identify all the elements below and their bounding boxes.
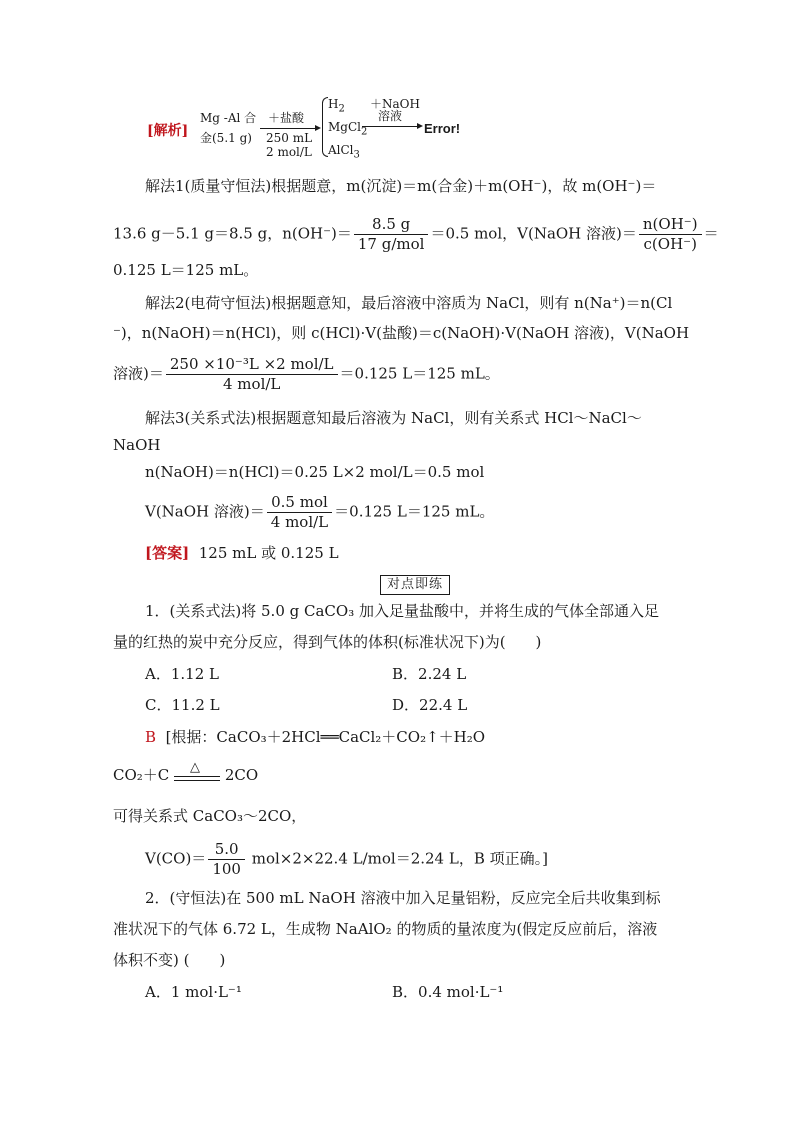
q2-option-b: B．0.4 mol·L⁻¹ (392, 983, 504, 1001)
q1-option-a: A．1.12 L (145, 665, 219, 683)
method3-line3: n(NaOH)＝n(HCl)＝0.25 L×2 mol/L＝0.5 mol (145, 463, 485, 481)
q1-option-c: C．11.2 L (145, 696, 220, 714)
q1-solution-line1: B [根据：CaCO₃＋2HCl══CaCl₂＋CO₂↑＋H₂O (145, 728, 486, 746)
method3-line2: NaOH (113, 436, 161, 454)
fraction-moles-over-conc-2: $\frac{\text{0.5 mol}}{\text{4 mol/L}}$ (267, 493, 332, 532)
fraction-volume-calc: $\frac{\text{250 ×10⁻³L ×2 mol/L}}{\text{4 mol/L}}$ (166, 355, 338, 394)
method3-line4: V(NaOH 溶液)＝ $\frac{\text{0.5 mol}}{\text{4 mol/L}}$ ＝0.125 L＝125 mL。 (145, 493, 495, 531)
error-text: Error! (424, 121, 461, 136)
section-title: 对点即练 (380, 575, 450, 595)
method2-line3: 溶液)＝ $\frac{\text{250 ×10⁻³L ×2 mol/L}}{\text{4 mol/L}}$ ＝0.125 L＝125 mL。 (113, 355, 500, 393)
reagent-solution-label: 溶液 (378, 109, 403, 123)
alloy-label-line1: Mg -Al 合 (200, 111, 257, 125)
reagent-volume-label: 250 mL (266, 131, 313, 145)
answer-line: [答案] 125 mL 或 0.125 L (145, 544, 339, 562)
q1-line2: 量的红热的炭中充分反应，得到气体的体积(标准状况下)为( ) (113, 633, 542, 651)
fraction-moles-caco3: $\frac{5.0}{100}$ (208, 840, 245, 879)
analysis-tag: [解析] (147, 123, 189, 139)
product-h2: $H_2$ (328, 97, 345, 115)
arrowhead-2 (417, 123, 423, 129)
product-mgcl2: MgCl$_2$ (328, 120, 368, 138)
q2-line2: 准状况下的气体 6.72 L，生成物 NaAlO₂ 的物质的量浓度为(假定反应前后，溶液 (113, 920, 658, 938)
q1-solution-line3: 可得关系式 CaCO₃～2CO， (113, 807, 307, 825)
q1-option-b: B．2.24 L (392, 665, 467, 683)
arrowhead-1 (315, 125, 321, 131)
reagent-hcl-label: ＋盐酸 (268, 111, 305, 125)
heated-equals-sign: △ (174, 766, 220, 786)
answer-tag: [答案] (145, 544, 190, 562)
alloy-label-line2: 金(5.1 g) (200, 131, 252, 145)
product-alcl3: AlCl$_3$ (328, 143, 360, 161)
q1-line1: 1．(关系式法)将 5.0 g CaCO₃ 加入足量盐酸中，并将生成的气体全部通入足 (145, 602, 659, 620)
q1-option-d: D．22.4 L (392, 696, 468, 714)
method2-line1: 解法2(电荷守恒法)根据题意知，最后溶液中溶质为 NaCl，则有 n(Na⁺)＝n(Cl (145, 294, 673, 312)
q1-solution-line4: V(CO)＝ $\frac{5.0}{100}$ mol×2×22.4 L/mol＝2.24 L，B 项正确。] (145, 840, 548, 878)
reaction-arrow-2 (362, 126, 418, 127)
method1-line3: 0.125 L＝125 mL。 (113, 261, 259, 279)
fraction-mass-over-molar: $\frac{8.5 g}{\text{17 g/mol}}$ (354, 215, 429, 254)
q1-answer-letter: B (145, 728, 157, 746)
q2-option-a: A．1 mol·L⁻¹ (145, 983, 242, 1001)
method2-line2: ⁻)，n(NaOH)＝n(HCl)，则 c(HCl)·V(盐酸)＝c(NaOH)·V(NaOH 溶液)，V(NaOH (113, 324, 690, 342)
method1-line2: 13.6 g－5.1 g＝8.5 g，n(OH⁻)＝ $\frac{8.5 g}{\text{17 g/mol}}$ ＝0.5 mol，V(NaOH 溶液)＝ $\frac{n(OH^-)}{c(OH^-)}$ ＝ (113, 215, 719, 253)
reaction-arrow-1 (260, 128, 316, 129)
fraction-moles-over-conc: $\frac{n(OH^-)}{c(OH^-)}$ (639, 215, 702, 254)
method3-line1: 解法3(关系式法)根据题意知最后溶液为 NaCl，则有关系式 HCl～NaCl～ (145, 409, 642, 427)
q2-line1: 2．(守恒法)在 500 mL NaOH 溶液中加入足量铝粉，反应完全后共收集到标 (145, 889, 661, 907)
reagent-naoh-label: ＋NaOH (370, 97, 420, 111)
method1-line1: 解法1(质量守恒法)根据题意，m(沉淀)＝m(合金)＋m(OH⁻)，故 m(OH⁻)＝ (145, 177, 657, 195)
reagent-concentration-label: 2 mol/L (266, 145, 312, 159)
q1-solution-line2: CO₂＋C △ 2CO (113, 760, 259, 784)
q2-line3: 体积不变) ( ) (113, 951, 226, 969)
